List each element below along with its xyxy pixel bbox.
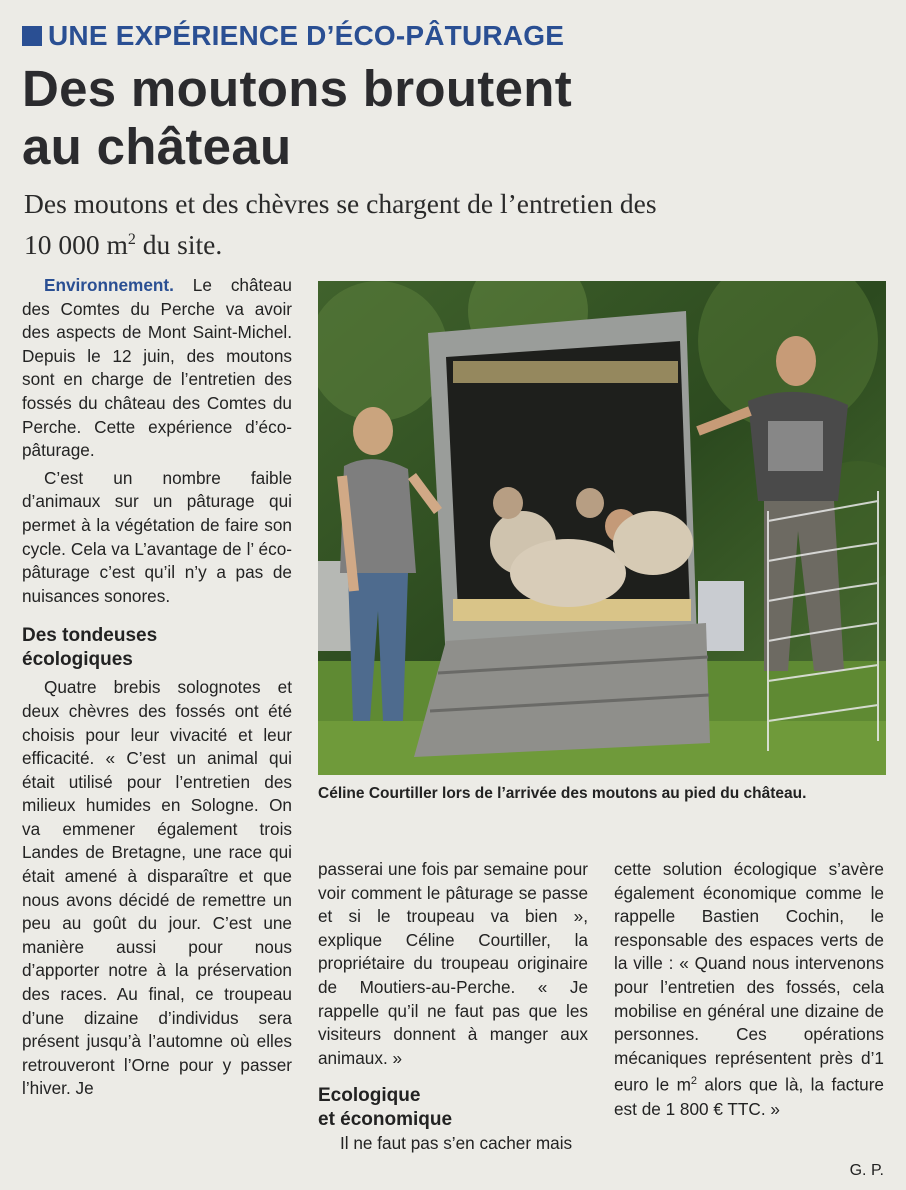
section-lead: Environnement. bbox=[44, 275, 174, 295]
subhead-ecologique-line-2: et économique bbox=[318, 1109, 453, 1131]
article-column-3 bbox=[614, 858, 884, 1121]
standfirst-area-value: 10 000 m bbox=[24, 229, 128, 261]
subhead-ecologique bbox=[318, 1084, 588, 1132]
paragraph-6-superscript: 2 bbox=[690, 1075, 698, 1088]
standfirst-superscript: 2 bbox=[127, 231, 136, 248]
subhead-tondeuses bbox=[22, 624, 292, 672]
article-column-1 bbox=[22, 274, 292, 1101]
article-photo bbox=[318, 281, 886, 775]
article-column-2 bbox=[318, 858, 588, 1156]
paragraph-3: Quatre brebis solognotes et deux chèvres des fossés ont été choisis pour leur vivacité et leur efficacité. « C’est un animal qui était utilisé pour l’entretien des milieux humides en Sologne. On va emmener également trois Landes de Bretagne, une race qui était amené à disparaître et que nous avons décidé de remettre un peu au goût du jour. C’est une manière aussi pour nous d’apporter notre à la préservation des races. Au final, ce troupeau d’une dizaine d’individus sera présent jusqu’à l’automne où elles retrouveront l’Orne pour y passer l’hiver. Je bbox=[22, 677, 292, 1099]
standfirst-end: du site. bbox=[135, 229, 223, 261]
paragraph-2: C’est un nombre faible d’animaux sur un pâturage qui permet à la végétation de faire son cycle. Cela va L’avantage de l’ éco-pâturage c’est qu’il n’y a pas de nuisances sonores. bbox=[22, 467, 292, 606]
headline bbox=[22, 60, 882, 176]
subhead-ecologique-line-1: Ecologique bbox=[318, 1085, 421, 1107]
subhead-tondeuses-line-2: écologiques bbox=[22, 649, 133, 671]
subhead-tondeuses-line-1: Des tondeuses bbox=[22, 625, 158, 647]
paragraph-6-text: cette solution écologique s’avère également économique comme le rappelle Bastien Cochin, le responsable des espaces verts de la ville : « Quand nous intervenons pour l’entretien des fossés, cela mobilise en général une dizaine de personnes. Ces opérations mécaniques représentent près d’1 euro le m bbox=[614, 859, 884, 1096]
paragraph-6 bbox=[614, 858, 884, 1121]
photo-illustration bbox=[318, 281, 886, 775]
paragraph-intro bbox=[22, 274, 292, 463]
headline-line-1: Des moutons broutent bbox=[22, 60, 572, 117]
kicker-text: UNE EXPÉRIENCE D’ÉCO-PÂTURAGE bbox=[48, 20, 565, 51]
paragraph-4: passerai une fois par semaine pour voir comment le pâturage se passe et si le troupeau va bien », explique Céline Courtiller, la propriétaire du troupeau originaire de Moutiers-au-Perche. « Je rappelle qu’il ne faut pas que les visiteurs donnent à manger aux animaux. » bbox=[318, 859, 588, 1068]
standfirst-line-1: Des moutons et des chèvres se chargent de l’entretien des bbox=[24, 188, 657, 219]
kicker-square-icon bbox=[22, 26, 42, 46]
photo-caption: Céline Courtiller lors de l’arrivée des moutons au pied du château. bbox=[318, 785, 807, 802]
paragraph-5: Il ne faut pas s’en cacher mais bbox=[340, 1133, 573, 1154]
kicker bbox=[22, 20, 564, 52]
author-signature: G. P. bbox=[849, 1162, 884, 1179]
standfirst bbox=[24, 186, 884, 263]
paragraph-6-end: alors que là, la facture est de 1 800 € TTC. » bbox=[614, 1075, 884, 1119]
paragraph-intro-text: Le château des Comtes du Perche va avoir des aspects de Mont Saint-Michel. Depuis le 12 juin, des moutons sont en charge de l’entretien des fossés du château des Comtes du Perche. Cette expérience d’éco-pâturage. bbox=[22, 275, 292, 461]
standfirst-line-2 bbox=[24, 222, 884, 263]
headline-line-2: au château bbox=[22, 118, 292, 175]
